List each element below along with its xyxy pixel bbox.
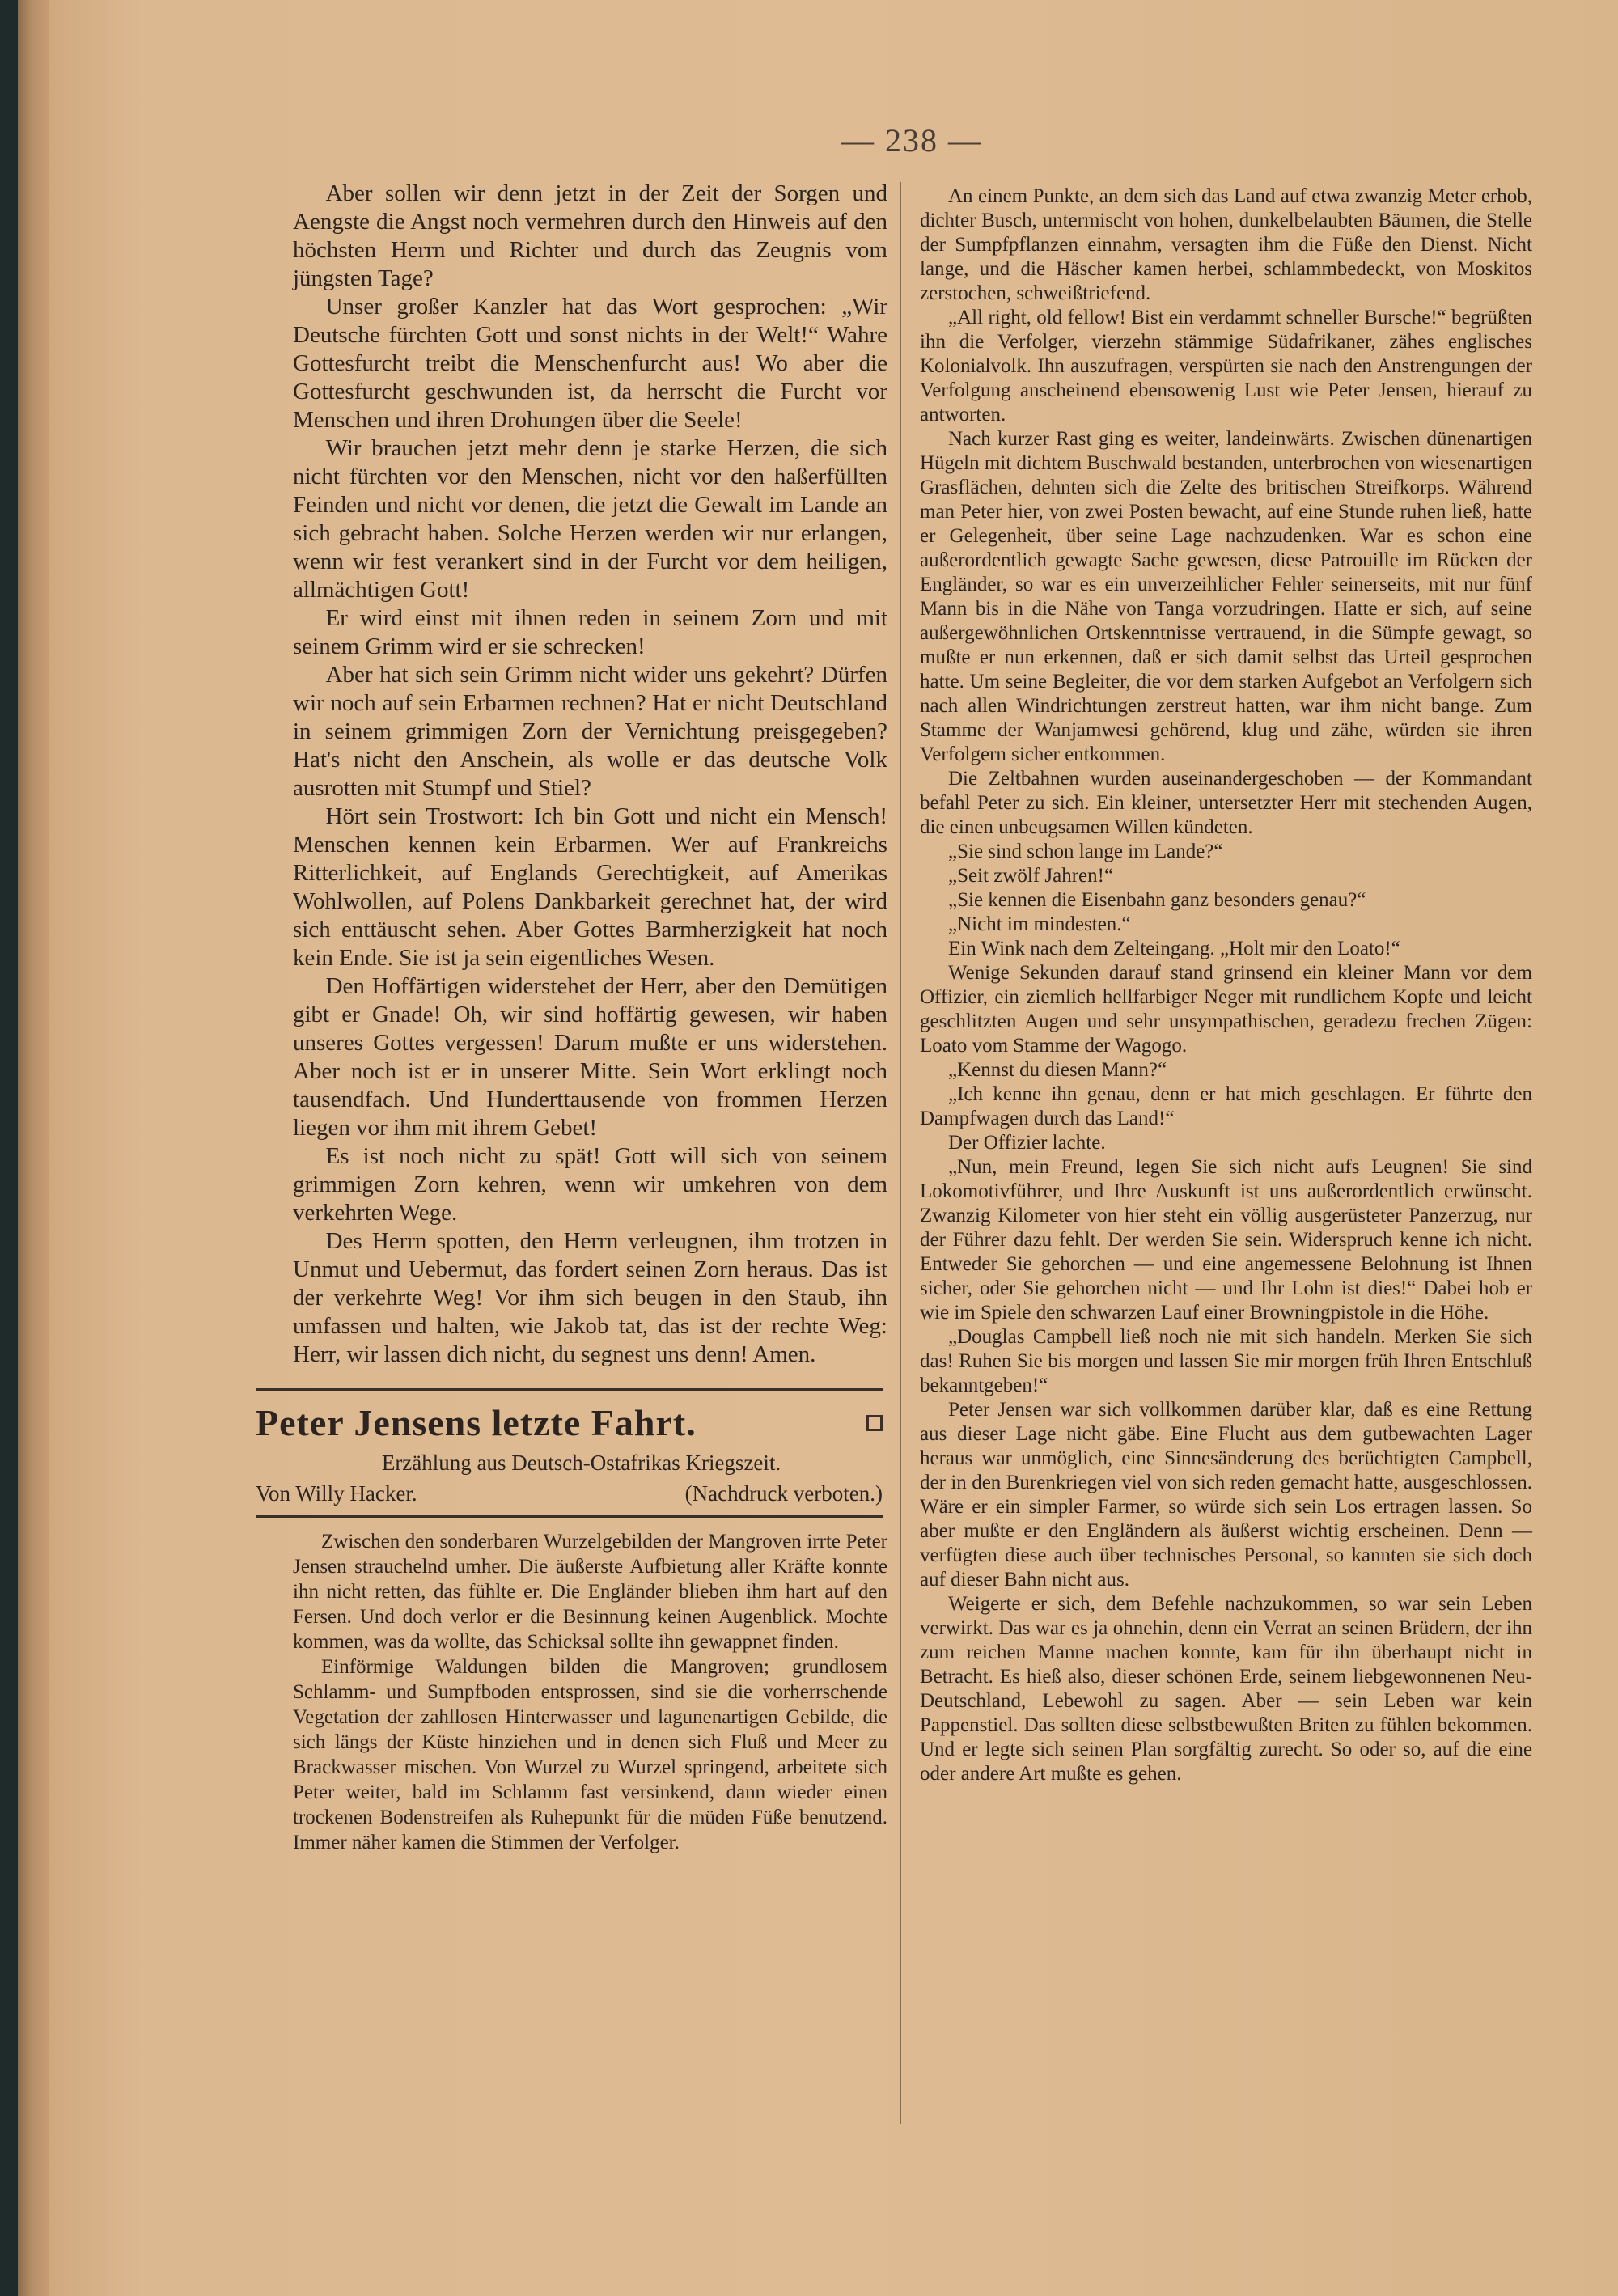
box-ornament-icon xyxy=(866,1415,883,1431)
left-column xyxy=(256,180,887,1855)
paragraph: „All right, old fellow! Bist ein verdammt schneller Bursche!“ begrüßten ihn die Verfolger, vierzehn stämmige Südafrikaner, zähes englisches Kolonialvolk. Ihn auszufragen, verspürten sie nach den Anstrengungen der Verfolgung anscheinend ebensowenig Lust wie Peter Jensen, hierauf zu antworten. xyxy=(920,307,1532,426)
paragraph: Nach kurzer Rast ging es weiter, landeinwärts. Zwischen dünenartigen Hügeln mit dichtem Buschwald bestanden, unterbrochen von wiesenartigen Grasflächen, dehnten sich die Zelte des britischen Streifkorps. Während man Peter hier, von zwei Posten bewacht, auf eine Stunde ruhen ließ, hatte er Gelegenheit, über seine Lage nachzudenken. War es schon eine außerordentlich gewagte Sache gewesen, diese Patrouille im Rücken der Engländer, so war es ein unverzeihlicher Fehler seinerseits, mit nur fünf Mann bis in die Nähe von Tanga vorzudringen. Hatte er sich, auf seine außergewöhnlichen Ortskenntnisse vertrauend, in die Sümpfe gewagt, so mußte er nun erkennen, daß er sich damit selbst das Urteil gesprochen hatte. Um seine Begleiter, die vor dem starken Aufgebot an Verfolgern sich nach allen Windrichtungen zerstreut hatten, war ihm nicht bange. Zum Stamme der Wanjamwesi gehörend, klug und zähe, würden sie ihren Verfolgern sicher entkommen. xyxy=(920,428,1532,765)
paragraph: Der Offizier lachte. xyxy=(948,1132,1106,1154)
paragraph: „Kennst du diesen Mann?“ xyxy=(948,1059,1167,1081)
story-byline: Von Willy Hacker. xyxy=(256,1481,417,1506)
paragraph: Wir brauchen jetzt mehr denn je starke Herzen, die sich nicht fürchten vor den Menschen, nicht vor den haßerfüllten Feinden und nicht vor denen, die jetzt die Gewalt im Lande an sich gebracht haben. Solche Herzen werden wir nur erlangen, wenn wir fest verankert sind in der Furcht vor dem heiligen, allmächtigen Gott! xyxy=(293,435,887,603)
paragraph: Es ist noch nicht zu spät! Gott will sich von seinem grimmigen Zorn kehren, wenn wir umkehren von dem verkehrten Wege. xyxy=(293,1143,887,1226)
paragraph: Hört sein Trostwort: Ich bin Gott und nicht ein Mensch! Menschen kennen kein Erbarmen. Wer auf Frankreichs Ritterlichkeit, auf Englands Gerechtigkeit, auf Amerikas Wohlwollen, auf Polens Dankbarkeit gerechnet hat, der wird sich enttäuscht sehen. Aber Gottes Barmherzigkeit hat noch kein Ende. Sie ist ja sein eigentliches Wesen. xyxy=(293,803,887,971)
paragraph: Unser großer Kanzler hat das Wort gesprochen: „Wir Deutsche fürchten Gott und sonst nichts in der Welt!“ Wahre Gottesfurcht treibt die Menschenfurcht aus! Wo aber die Gottesfurcht geschwunden ist, da herrscht die Furcht vor Menschen und ihren Drohungen über die Seele! xyxy=(293,294,887,433)
book-spine xyxy=(0,0,18,2296)
paragraph: „Nicht im mindesten.“ xyxy=(948,913,1131,935)
paragraph: „Ich kenne ihn genau, denn er hat mich geschlagen. Er führte den Dampfwagen durch das Land!“ xyxy=(920,1083,1532,1129)
headline-rule-bottom xyxy=(256,1515,883,1518)
sermon-column xyxy=(293,180,887,1369)
paragraph: „Seit zwölf Jahren!“ xyxy=(948,865,1114,887)
story-title: Peter Jensens letzte Fahrt. xyxy=(256,1402,697,1443)
reprint-notice: (Nachdruck verboten.) xyxy=(684,1481,883,1506)
paragraph: „Sie sind schon lange im Lande?“ xyxy=(948,841,1223,862)
paragraph: „Nun, mein Freund, legen Sie sich nicht aufs Leugnen! Sie sind Lokomotivführer, und Ihre Auskunft ist uns außerordentlich erwünscht. Zwanzig Kilometer von hier steht ein völlig ausgerüsteter Panzerzug, nur der Führer dazu fehlt. Der werden Sie sein. Widerspruch kenne ich nicht. Entweder Sie gehorchen — und eine angemessene Belohnung ist Ihnen sicher, oder Sie gehorchen nicht — und Ihr Lohn ist dies!“ Dabei hob er wie im Spiele den schwarzen Lauf einer Browningpistole in die Höhe. xyxy=(920,1156,1532,1324)
paragraph: „Douglas Campbell ließ noch nie mit sich handeln. Merken Sie sich das! Ruhen Sie bis morgen und lassen Sie mir morgen früh Ihren Entschluß bekanntgeben!“ xyxy=(920,1326,1532,1396)
paragraph: Des Herrn spotten, den Herrn verleugnen, ihm trotzen in Unmut und Uebermut, das fordert seinen Zorn heraus. Das ist der verkehrte Weg! Vor ihm sich beugen in den Staub, ihn umfassen und halten, wie Jakob tat, das ist der rechte Weg: Herr, wir lassen dich nicht, du segnest uns denn! Amen. xyxy=(293,1228,887,1367)
story-header xyxy=(256,1400,883,1507)
page-number: — 238 — xyxy=(841,122,982,159)
story-column-right xyxy=(920,184,1532,1786)
paragraph: Aber sollen wir denn jetzt in der Zeit der Sorgen und Aengste die Angst noch vermehren durch den Hinweis auf den höchsten Herrn und Richter und durch das Zeugnis vom jüngsten Tage? xyxy=(293,180,887,291)
paragraph: Ein Wink nach dem Zelteingang. „Holt mir den Loato!“ xyxy=(948,938,1400,959)
story-subtitle: Erzählung aus Deutsch-Ostafrikas Kriegszeit. xyxy=(381,1451,781,1475)
paragraph: An einem Punkte, an dem sich das Land auf etwa zwanzig Meter erhob, dichter Busch, untermischt von hohen, dunkelbelaubten Bäumen, die Stelle der Sumpfpflanzen einnahm, versagten ihm die Füße den Dienst. Nicht lange, und die Häscher kamen herbei, schlammbedeckt, von Moskitos zerstochen, schweißtriefend. xyxy=(920,185,1532,304)
story-column-left xyxy=(293,1529,887,1855)
paragraph: Er wird einst mit ihnen reden in seinem Zorn und mit seinem Grimm wird er sie schrecken! xyxy=(293,605,887,659)
paragraph: Die Zeltbahnen wurden auseinandergeschoben — der Kommandant befahl Peter zu sich. Ein kleiner, untersetzter Herr mit stechenden Augen, die einen unbeugsamen Willen kündeten. xyxy=(920,768,1532,838)
headline-rule-top xyxy=(256,1388,883,1391)
paragraph: Zwischen den sonderbaren Wurzelgebilden der Mangroven irrte Peter Jensen strauchelnd umher. Die äußerste Aufbietung aller Kräfte konnte ihn nicht retten, das fühlte er. Die Engländer blieben ihm hart auf den Fersen. Und doch verlor er die Besinnung keinen Augenblick. Mochte kommen, was da wollte, das Schicksal sollte ihn gewappnet finden. xyxy=(293,1531,887,1653)
paragraph: Einförmige Waldungen bilden die Mangroven; grundlosem Schlamm- und Sumpfboden entsprossen, sind sie die vorherrschende Vegetation der zahllosen Hinterwasser und lagunenartigen Gebilde, die sich längs der Küste hinziehen und in denen sich Fluß und Meer zu Brackwasser mischen. Von Wurzel zu Wurzel springend, arbeitete sich Peter weiter, bald im Schlamm fast versinkend, dann wieder einen trockenen Bodenstreifen als Ruhepunkt für die müden Füße benutzend. Immer näher kamen die Stimmen der Verfolger. xyxy=(293,1656,887,1853)
paragraph: Peter Jensen war sich vollkommen darüber klar, daß es eine Rettung aus dieser Lage nicht gäbe. Eine Flucht aus dem gutbewachten Lager heraus war unmöglich, eine Sinnesänderung des berüchtigten Campbell, der in den Burenkriegen viel von sich reden gemacht hatte, ausgeschlossen. Wäre er ein simpler Farmer, so würde sich sein Los ertragen lassen. So aber mußte er den Engländern als äußerst wichtig erscheinen. Denn — verfügten diese auch über technisches Personal, so kannten sie sich doch auf dieser Bahn nicht aus. xyxy=(920,1399,1532,1591)
paragraph: „Sie kennen die Eisenbahn ganz besonders genau?“ xyxy=(948,889,1366,911)
page-edge xyxy=(18,0,50,2296)
column-divider xyxy=(900,182,901,2124)
paragraph: Weigerte er sich, dem Befehle nachzukommen, so war sein Leben verwirkt. Das war es ja ohnehin, denn ein Verrat an seinen Brüdern, der ihn zum reichen Manne machen konnte, kam für ihn überhaupt nicht in Betracht. Es hieß also, dieser schönen Erde, seinem liebgewonnenen Neu-Deutschland, Lebewohl zu sagen. Aber — sein Leben war kein Pappenstiel. Das sollten diese selbstbewußten Briten zu fühlen bekommen. Und er legte sich seinen Plan sorgfältig zurecht. So oder so, auf die eine oder andere Art mußte es gehen. xyxy=(920,1593,1532,1785)
paragraph: Den Hoffärtigen widerstehet der Herr, aber den Demütigen gibt er Gnade! Oh, wir sind hoffärtig gewesen, wir haben unseres Gottes vergessen! Darum mußte er uns widerstehen. Aber noch ist er in unserer Mitte. Sein Wort erklingt noch tausendfach. Und Hunderttausende von frommen Herzen liegen vor ihm mit ihrem Gebet! xyxy=(293,973,887,1141)
paragraph: Wenige Sekunden darauf stand grinsend ein kleiner Mann vor dem Offizier, ein ziemlich hellfarbiger Neger mit rundlichem Kopfe und leicht geschlitzten Augen und sehr unsympathischen, geradezu frechen Zügen: Loato vom Stamme der Wagogo. xyxy=(920,962,1532,1057)
paragraph: Aber hat sich sein Grimm nicht wider uns gekehrt? Dürfen wir noch auf sein Erbarmen rechnen? Hat er nicht Deutschland in seinem grimmigen Zorn der Vernichtung preisgegeben? Hat's nicht den Anschein, als wolle er das deutsche Volk ausrotten mit Stumpf und Stiel? xyxy=(293,662,887,801)
